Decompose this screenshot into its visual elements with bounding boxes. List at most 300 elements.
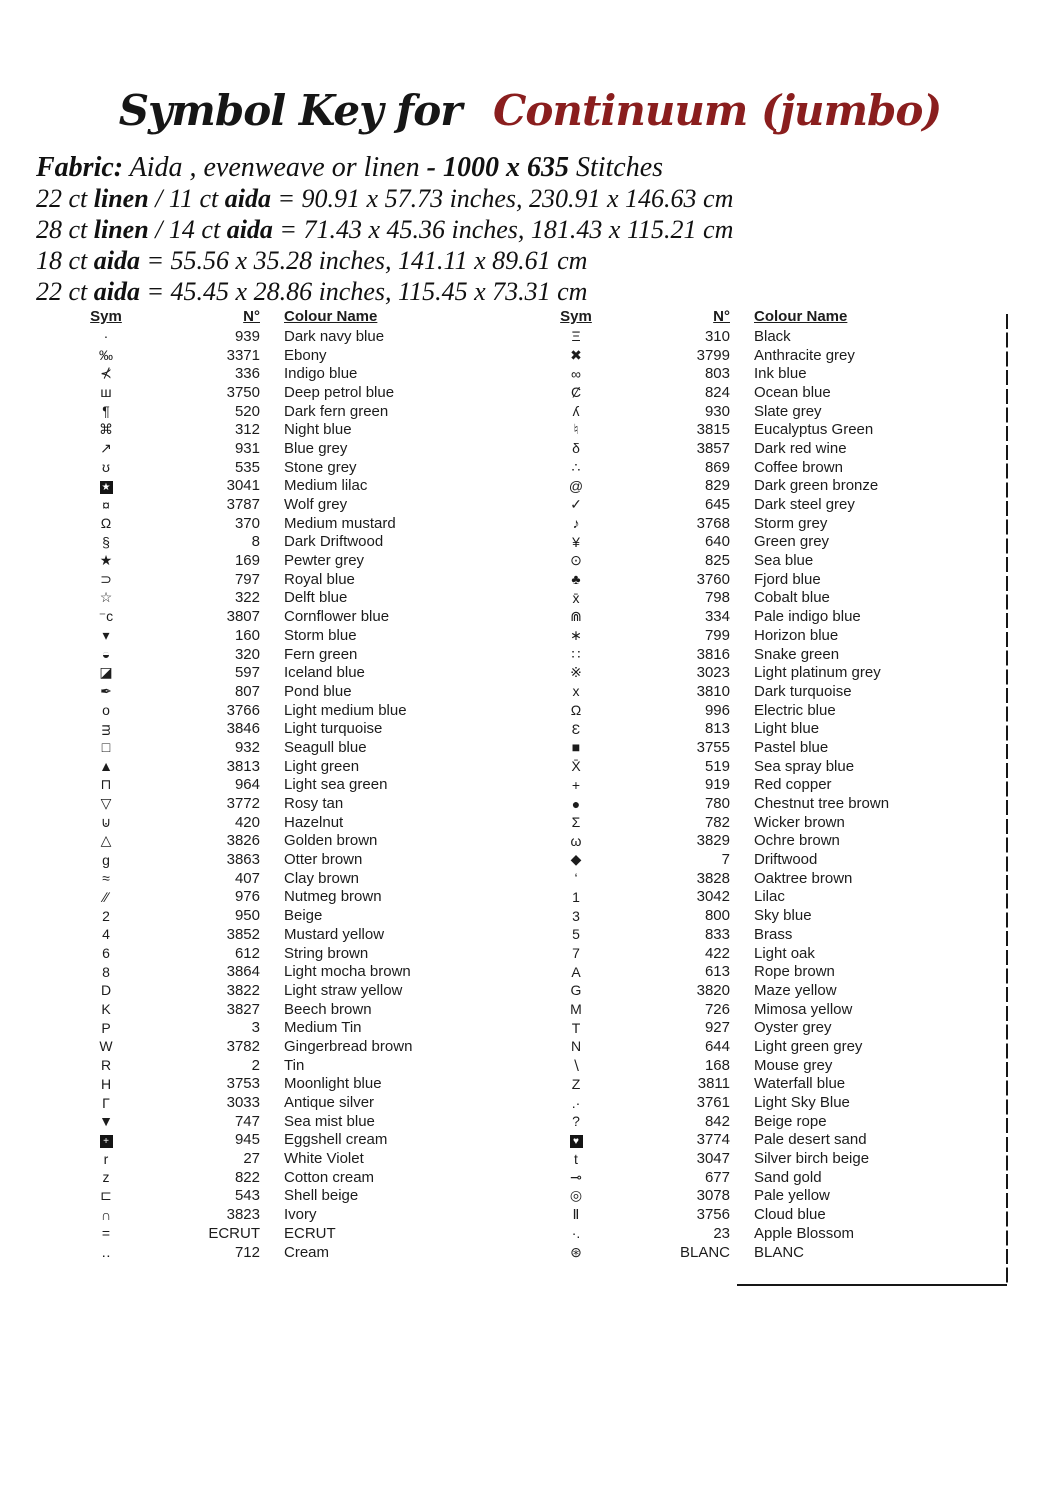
symbol-cell: ≈ xyxy=(102,870,110,887)
table-row xyxy=(548,1131,988,1150)
symbol-cell: ◪ xyxy=(99,664,113,681)
number-cell: 932 xyxy=(234,738,260,756)
symbol-cell: + xyxy=(571,776,581,793)
number-cell: 312 xyxy=(234,421,260,439)
symbol-cell: P xyxy=(101,1019,111,1036)
symbol-cell: Z xyxy=(571,1075,581,1092)
name-cell: Light straw yellow xyxy=(284,981,403,999)
number-cell: 3816 xyxy=(696,645,730,663)
number-cell: 825 xyxy=(704,552,730,570)
table-row xyxy=(548,813,988,832)
number-cell: 822 xyxy=(234,1168,260,1186)
fabric-info-segment: 22 ct xyxy=(36,277,94,306)
number-cell: BLANC xyxy=(679,1243,730,1261)
symbol-cell: = xyxy=(101,1225,111,1242)
name-cell: Ebony xyxy=(284,346,327,364)
table-row xyxy=(78,738,518,757)
symbol-cell: Ȼ xyxy=(570,384,582,401)
name-cell: Light blue xyxy=(754,720,820,738)
page-title-black: Symbol Key for xyxy=(118,86,462,135)
table-row xyxy=(548,850,988,869)
symbol-cell: ʊ xyxy=(102,459,110,476)
table-row xyxy=(78,776,518,795)
symbol-cell: ♪ xyxy=(572,515,580,532)
name-cell: Pale desert sand xyxy=(754,1131,867,1149)
symbol-cell: ⊙ xyxy=(570,552,582,569)
name-cell: Gingerbread brown xyxy=(284,1037,413,1055)
number-cell: 3826 xyxy=(226,832,260,850)
table-row xyxy=(78,645,518,664)
table-row xyxy=(548,533,988,552)
name-cell: Light Sky Blue xyxy=(754,1094,850,1112)
name-cell: Nutmeg brown xyxy=(284,888,382,906)
name-cell: Cornflower blue xyxy=(284,608,390,626)
number-cell: 3371 xyxy=(226,346,260,364)
symbol-cell xyxy=(78,478,134,494)
table-row xyxy=(548,1018,988,1037)
name-cell: Cream xyxy=(284,1243,330,1261)
table-row xyxy=(78,1243,518,1262)
name-cell: Sea mist blue xyxy=(284,1112,375,1130)
symbol-cell: ■ xyxy=(571,739,581,756)
symbol-cell xyxy=(548,1132,604,1148)
name-cell: Horizon blue xyxy=(754,626,839,644)
symbol-cell: ◎ xyxy=(569,1187,583,1204)
number-cell: 813 xyxy=(704,720,730,738)
number-cell: 712 xyxy=(234,1243,260,1261)
number-cell: 3811 xyxy=(697,1075,730,1093)
table-body-right xyxy=(548,327,988,1261)
symbol-cell: M xyxy=(570,1001,582,1018)
number-cell: 334 xyxy=(704,608,730,626)
name-cell: Light turquoise xyxy=(284,720,383,738)
name-cell: Fern green xyxy=(284,645,358,663)
symbol-cell: o xyxy=(102,702,110,719)
name-cell: Ivory xyxy=(284,1206,317,1224)
fabric-info-segment: linen xyxy=(93,215,149,244)
number-cell: 780 xyxy=(704,795,730,813)
fabric-info-segment: - 1000 x 635 xyxy=(426,152,569,183)
table-row xyxy=(548,1205,988,1224)
symbol-cell: ∴ xyxy=(571,458,581,475)
table-row xyxy=(78,981,518,1000)
table-row xyxy=(548,495,988,514)
name-cell: Waterfall blue xyxy=(754,1075,846,1093)
number-cell: 807 xyxy=(234,682,260,700)
number-cell: 927 xyxy=(704,1019,730,1037)
name-cell: Oaktree brown xyxy=(754,869,853,887)
number-cell: 3750 xyxy=(226,383,260,401)
table-row xyxy=(78,1187,518,1206)
fabric-info-segment: 18 ct xyxy=(36,246,94,275)
symbol-cell: .· xyxy=(571,1094,581,1111)
fabric-info-line xyxy=(36,276,1026,307)
symbol-cell: ♣ xyxy=(571,571,581,588)
number-cell: 2 xyxy=(251,1056,260,1074)
table-row xyxy=(548,645,988,664)
name-cell: Medium lilac xyxy=(284,477,368,495)
table-row xyxy=(78,1018,518,1037)
name-cell: Ink blue xyxy=(754,365,807,383)
fabric-info-segment: / 14 ct xyxy=(148,215,227,244)
table-row xyxy=(548,757,988,776)
name-cell: Light mocha brown xyxy=(284,963,411,981)
symbol-cell: K xyxy=(101,1001,111,1018)
symbol-cell: ⊍ xyxy=(100,813,112,830)
number-cell: 370 xyxy=(234,514,260,532)
name-cell: Dark fern green xyxy=(284,402,389,420)
fabric-info-segment: linen xyxy=(93,184,149,213)
number-cell: 310 xyxy=(704,327,730,345)
page-title xyxy=(0,86,1060,135)
table-row xyxy=(78,533,518,552)
name-cell: Medium mustard xyxy=(284,514,396,532)
table-row xyxy=(548,832,988,851)
number-cell: 3782 xyxy=(226,1037,260,1055)
name-cell: Slate grey xyxy=(754,402,822,420)
name-cell: Seagull blue xyxy=(284,738,367,756)
name-cell: Oyster grey xyxy=(754,1019,832,1037)
symbol-cell: ↗ xyxy=(100,439,112,456)
name-cell: White Violet xyxy=(284,1150,364,1168)
name-cell: Royal blue xyxy=(284,570,355,588)
table-row xyxy=(78,1168,518,1187)
number-cell: 3 xyxy=(251,1019,260,1037)
number-cell: 996 xyxy=(704,701,730,719)
table-row xyxy=(78,1075,518,1094)
number-cell: 3864 xyxy=(226,963,260,981)
symbol-cell: 4 xyxy=(102,926,110,943)
table-row xyxy=(548,570,988,589)
name-cell: Dark turquoise xyxy=(754,682,852,700)
table-header-row xyxy=(548,306,988,327)
symbol-cell: Ξ xyxy=(571,328,581,345)
name-cell: Dark Driftwood xyxy=(284,533,384,551)
fabric-info-segment: aida xyxy=(226,215,273,244)
symbol-cell: N xyxy=(570,1038,582,1055)
table-row xyxy=(548,607,988,626)
symbol-cell: X̄ xyxy=(571,758,581,775)
number-cell: 3852 xyxy=(226,925,260,943)
number-cell: 322 xyxy=(234,589,260,607)
name-cell: Dark green bronze xyxy=(754,477,879,495)
number-cell: 797 xyxy=(234,570,260,588)
symbol-cell: 6 xyxy=(102,945,110,962)
number-cell: 597 xyxy=(234,664,260,682)
symbol-cell: H xyxy=(100,1075,112,1092)
number-cell: ECRUT xyxy=(208,1224,260,1242)
number-cell: 3756 xyxy=(696,1206,730,1224)
symbol-cell: ⊛ xyxy=(570,1243,582,1260)
number-cell: 420 xyxy=(234,813,260,831)
name-cell: Maze yellow xyxy=(754,981,837,999)
table-row xyxy=(78,925,518,944)
symbol-cell: T xyxy=(571,1019,581,1036)
number-cell: 829 xyxy=(704,477,730,495)
number-cell: 782 xyxy=(704,813,730,831)
table-row xyxy=(548,682,988,701)
table-row xyxy=(548,719,988,738)
fabric-info-segment: = 45.45 x 28.86 inches, 115.45 x 73.31 cm xyxy=(140,277,588,306)
name-cell: Rosy tan xyxy=(284,795,344,813)
symbol-cell: ‰ xyxy=(99,347,113,364)
name-cell: Cotton cream xyxy=(284,1168,375,1186)
symbol-cell: ¥ xyxy=(572,533,580,550)
name-cell: Light green grey xyxy=(754,1037,863,1055)
name-cell: Wolf grey xyxy=(284,496,348,514)
name-cell: Driftwood xyxy=(754,851,818,869)
name-cell: Brass xyxy=(754,925,793,943)
name-cell: Sea spray blue xyxy=(754,757,855,775)
symbol-cell: § xyxy=(102,533,110,550)
table-row xyxy=(548,514,988,533)
symbol-cell xyxy=(78,1132,134,1148)
fabric-info-segment: = 71.43 x 45.36 inches, 181.43 x 115.21 cm xyxy=(272,215,734,244)
header-colour-name: Colour Name xyxy=(754,308,848,325)
name-cell: Stone grey xyxy=(284,458,357,476)
symbol-cell: Ɛ xyxy=(571,720,581,737)
name-cell: Shell beige xyxy=(284,1187,359,1205)
table-row xyxy=(78,1112,518,1131)
name-cell: Night blue xyxy=(284,421,352,439)
name-cell: Blue grey xyxy=(284,439,348,457)
symbol-cell: ∩ xyxy=(100,1206,112,1223)
symbol-cell: r xyxy=(103,1150,109,1167)
name-cell: Antique silver xyxy=(284,1094,375,1112)
table-row xyxy=(78,962,518,981)
name-cell: BLANC xyxy=(754,1243,805,1261)
name-cell: Eucalyptus Green xyxy=(754,421,874,439)
symbol-cell: ● xyxy=(571,795,581,812)
table-row xyxy=(78,383,518,402)
table-row xyxy=(548,738,988,757)
number-cell: 3023 xyxy=(696,664,730,682)
table-row xyxy=(548,1187,988,1206)
symbol-cell: ʎ xyxy=(572,403,580,420)
number-cell: 3033 xyxy=(226,1094,260,1112)
name-cell: Pewter grey xyxy=(284,552,365,570)
table-row xyxy=(548,1075,988,1094)
symbol-cell: ★ xyxy=(99,552,113,569)
fabric-info-segment: Stitches xyxy=(568,152,664,183)
symbol-cell: ᴟ xyxy=(101,720,111,737)
number-cell: 3857 xyxy=(696,439,730,457)
number-cell: 3815 xyxy=(696,421,730,439)
table-row xyxy=(548,869,988,888)
number-cell: 3772 xyxy=(226,795,260,813)
table-body-left xyxy=(78,327,518,1261)
header-sym: Sym xyxy=(560,308,592,325)
number-cell: 3766 xyxy=(226,701,260,719)
symbol-cell: ▽ xyxy=(100,795,112,812)
name-cell: Wicker brown xyxy=(754,813,845,831)
number-cell: 3822 xyxy=(226,981,260,999)
number-cell: 3753 xyxy=(226,1075,260,1093)
name-cell: Pale yellow xyxy=(754,1187,830,1205)
symbol-key-table-right xyxy=(548,306,988,1261)
number-cell: 842 xyxy=(704,1112,730,1130)
number-cell: 3863 xyxy=(226,851,260,869)
page-title-red: Continuum (jumbo) xyxy=(492,86,942,135)
symbol-cell: ? xyxy=(572,1113,580,1130)
name-cell: Otter brown xyxy=(284,851,363,869)
number-cell: 726 xyxy=(704,1000,730,1018)
number-cell: 520 xyxy=(234,402,260,420)
table-row xyxy=(78,1224,518,1243)
name-cell: Ochre brown xyxy=(754,832,840,850)
symbol-cell: Ω xyxy=(100,515,112,532)
name-cell: Indigo blue xyxy=(284,365,358,383)
symbol-cell: R xyxy=(100,1057,112,1074)
number-cell: 747 xyxy=(234,1112,260,1130)
table-row xyxy=(78,719,518,738)
symbol-cell: 7 xyxy=(572,945,580,962)
number-cell: 833 xyxy=(704,925,730,943)
symbol-cell: t xyxy=(574,1150,578,1167)
symbol-cell: ⁻ᴄ xyxy=(98,608,114,625)
symbol-cell: ∷ xyxy=(571,645,581,662)
number-cell: 950 xyxy=(234,907,260,925)
table-row xyxy=(548,906,988,925)
symbol-cell: ∖ xyxy=(571,1056,581,1073)
table-row xyxy=(78,1093,518,1112)
symbol-cell: ▾ xyxy=(102,626,110,643)
symbol-cell: ω xyxy=(570,832,582,849)
symbol-cell: Ⅱ xyxy=(572,1206,580,1223)
table-row xyxy=(548,439,988,458)
table-row xyxy=(548,1168,988,1187)
name-cell: Dark steel grey xyxy=(754,496,855,514)
symbol-cell: 1 xyxy=(572,888,580,905)
header-colour-name: Colour Name xyxy=(284,308,378,325)
symbol-cell: ⊃ xyxy=(100,570,112,587)
name-cell: Pale indigo blue xyxy=(754,608,861,626)
table-row xyxy=(78,364,518,383)
symbol-cell: @ xyxy=(568,477,584,494)
table-row xyxy=(78,402,518,421)
fabric-info-segment: 22 ct xyxy=(36,184,94,213)
name-cell: Light oak xyxy=(754,944,815,962)
table-row xyxy=(548,981,988,1000)
symbol-cell: ▼ xyxy=(99,1113,113,1130)
name-cell: Golden brown xyxy=(284,832,378,850)
fabric-info-segment: aida xyxy=(93,246,140,275)
table-row xyxy=(78,813,518,832)
name-cell: Light platinum grey xyxy=(754,664,881,682)
number-cell: 543 xyxy=(234,1187,260,1205)
symbol-cell: ◒ xyxy=(101,646,111,663)
table-row xyxy=(548,925,988,944)
name-cell: Rope brown xyxy=(754,963,835,981)
number-cell: 3799 xyxy=(696,346,730,364)
table-row xyxy=(548,701,988,720)
number-cell: 945 xyxy=(234,1131,260,1149)
symbol-cell: Γ xyxy=(102,1094,110,1111)
table-row xyxy=(548,1093,988,1112)
table-row xyxy=(548,420,988,439)
table-row xyxy=(548,364,988,383)
name-cell: Green grey xyxy=(754,533,830,551)
number-cell: 160 xyxy=(234,626,260,644)
name-cell: Coffee brown xyxy=(754,458,843,476)
number-cell: 3755 xyxy=(696,738,730,756)
name-cell: Iceland blue xyxy=(284,664,365,682)
symbol-cell: g xyxy=(102,851,110,868)
symbol-cell: ◆ xyxy=(570,851,582,868)
stitch-symbol-boxed: ♥ xyxy=(570,1135,583,1148)
symbol-cell: ♮ xyxy=(573,421,579,438)
table-row xyxy=(78,663,518,682)
fabric-info-segment: Fabric: xyxy=(36,152,124,183)
table-row xyxy=(548,458,988,477)
table-row xyxy=(78,439,518,458)
fabric-info-segment: aida xyxy=(224,184,271,213)
name-cell: Dark red wine xyxy=(754,439,847,457)
name-cell: Fjord blue xyxy=(754,570,821,588)
symbol-cell: z xyxy=(102,1169,110,1186)
table-row xyxy=(78,514,518,533)
symbol-cell: G xyxy=(570,982,582,999)
table-row xyxy=(548,1224,988,1243)
name-cell: Silver birch beige xyxy=(754,1150,870,1168)
table-row xyxy=(78,589,518,608)
table-row xyxy=(78,495,518,514)
symbol-cell: A xyxy=(571,963,581,980)
name-cell: Moonlight blue xyxy=(284,1075,382,1093)
table-row xyxy=(548,589,988,608)
number-cell: 613 xyxy=(704,963,730,981)
name-cell: Black xyxy=(754,327,791,345)
fabric-info-line xyxy=(36,183,1026,214)
symbol-cell: δ xyxy=(572,440,580,457)
name-cell: Beech brown xyxy=(284,1000,372,1018)
stitch-symbol-boxed: + xyxy=(100,1135,113,1148)
number-cell: 939 xyxy=(234,327,260,345)
table-row xyxy=(548,888,988,907)
symbol-cell: ☆ xyxy=(99,589,113,606)
table-row xyxy=(78,458,518,477)
table-row xyxy=(548,1243,988,1262)
table-row xyxy=(78,906,518,925)
table-row xyxy=(78,1056,518,1075)
symbol-cell: ⊓ xyxy=(100,776,112,793)
table-row xyxy=(78,869,518,888)
name-cell: Medium Tin xyxy=(284,1019,362,1037)
number-cell: 3787 xyxy=(226,496,260,514)
name-cell: Anthracite grey xyxy=(754,346,855,364)
name-cell: Light green xyxy=(284,757,360,775)
number-cell: 803 xyxy=(704,365,730,383)
name-cell: Lilac xyxy=(754,888,785,906)
number-cell: 23 xyxy=(713,1224,730,1242)
header-num: N° xyxy=(243,308,260,325)
symbol-cell: ¤ xyxy=(102,496,110,513)
number-cell: 320 xyxy=(234,645,260,663)
symbol-cell: · xyxy=(103,328,109,345)
number-cell: 976 xyxy=(234,888,260,906)
name-cell: Delft blue xyxy=(284,589,348,607)
header-sym: Sym xyxy=(90,308,122,325)
table-row xyxy=(78,682,518,701)
name-cell: Beige rope xyxy=(754,1112,827,1130)
table-row xyxy=(548,1037,988,1056)
symbol-cell: 8 xyxy=(102,963,110,980)
number-cell: 27 xyxy=(243,1150,260,1168)
name-cell: Chestnut tree brown xyxy=(754,795,890,813)
header-num: N° xyxy=(713,308,730,325)
name-cell: Mustard yellow xyxy=(284,925,385,943)
number-cell: 798 xyxy=(704,589,730,607)
